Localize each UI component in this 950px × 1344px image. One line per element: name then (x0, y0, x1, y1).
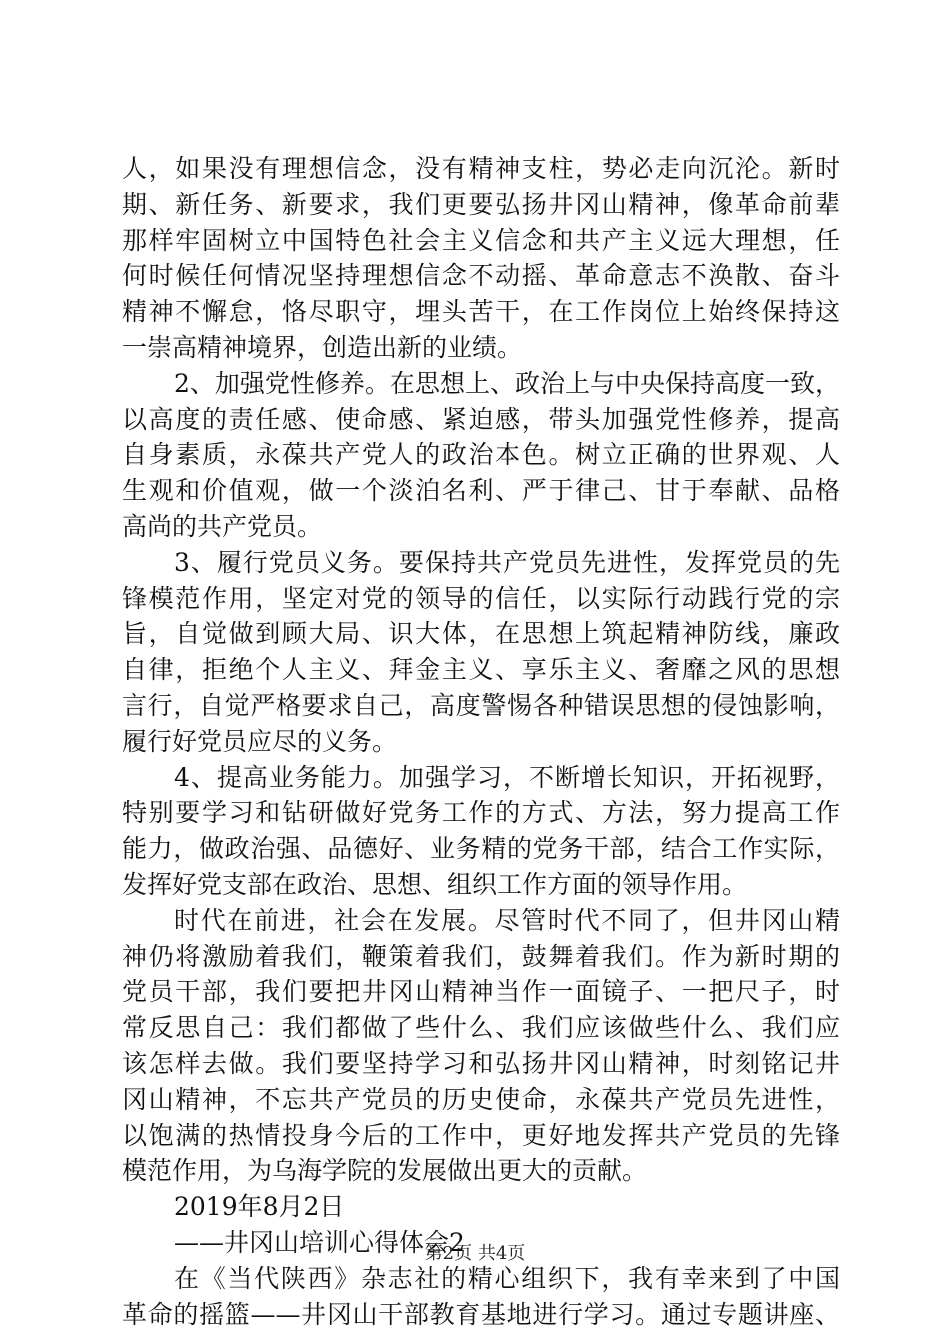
text-line: 言行，自觉严格要求自己，高度警惕各种错误思想的侵蚀影响， (122, 690, 840, 720)
text-line: 冈山精神，不忘共产党员的历史使命，永葆共产党员先进性， (122, 1084, 840, 1114)
text-line: 期、新任务、新要求，我们更要弘扬井冈山精神，像革命前辈 (122, 189, 840, 219)
paragraph-start: 2、加强党性修养。在思想上、政治上与中央保持高度一致， (174, 368, 840, 398)
body-text (122, 151, 840, 1332)
text-line: 履行好党员应尽的义务。 (122, 726, 398, 756)
text-line: 旨，自觉做到顾大局、识大体，在思想上筑起精神防线，廉政 (122, 619, 840, 649)
date-line: 2019年8月2日 (174, 1192, 345, 1222)
text-line: 该怎样去做。我们要坚持学习和弘扬井冈山精神，时刻铭记井 (122, 1048, 840, 1078)
text-line: 特别要学习和钻研做好党务工作的方式、方法，努力提高工作 (122, 798, 840, 828)
text-line: 神仍将激励着我们，鞭策着我们，鼓舞着我们。作为新时期的 (122, 941, 840, 971)
text-line: 以高度的责任感、使命感、紧迫感，带头加强党性修养，提高 (122, 404, 840, 434)
paragraph-start: 4、提高业务能力。加强学习，不断增长知识，开拓视野， (174, 762, 840, 792)
text-line: 精神不懈怠，恪尽职守，埋头苦干，在工作岗位上始终保持这 (122, 297, 840, 327)
text-line: 生观和价值观，做一个淡泊名利、严于律己、甘于奉献、品格 (122, 476, 840, 506)
paragraph-start: 时代在前进，社会在发展。尽管时代不同了，但井冈山精 (174, 905, 840, 935)
text-line: 模范作用，为乌海学院的发展做出更大的贡献。 (122, 1156, 648, 1186)
text-line: 自身素质，永葆共产党人的政治本色。树立正确的世界观、人 (122, 440, 840, 470)
text-line: 人，如果没有理想信念，没有精神支柱，势必走向沉沦。新时 (122, 154, 840, 183)
text-line: 何时候任何情况坚持理想信念不动摇、革命意志不涣散、奋斗 (122, 261, 840, 291)
text-line: 能力，做政治强、品德好、业务精的党务干部，结合工作实际， (122, 834, 840, 864)
text-line: 以饱满的热情投身今后的工作中，更好地发挥共产党员的先锋 (122, 1120, 840, 1150)
text-line: 那样牢固树立中国特色社会主义信念和共产主义远大理想，任 (122, 225, 840, 255)
paragraph-start: 3、履行党员义务。要保持共产党员先进性，发挥党员的先 (174, 547, 840, 577)
text-line: 常反思自己：我们都做了些什么、我们应该做些什么、我们应 (122, 1013, 840, 1043)
text-line: 革命的摇篮——井冈山干部教育基地进行学习。通过专题讲座、 (122, 1299, 840, 1329)
text-line: 党员干部，我们要把井冈山精神当作一面镜子、一把尺子，时 (122, 977, 840, 1007)
text-line: 自律，拒绝个人主义、拜金主义、享乐主义、奢靡之风的思想 (122, 655, 840, 685)
text-line: 锋模范作用，坚定对党的领导的信任，以实际行动践行党的宗 (122, 583, 840, 613)
text-line: 一崇高精神境界，创造出新的业绩。 (122, 332, 523, 362)
page-number: 第2页 共4页 (424, 1243, 526, 1264)
text-line: 发挥好党支部在政治、思想、组织工作方面的领导作用。 (122, 869, 748, 899)
text-line: 高尚的共产党员。 (122, 511, 323, 541)
section-title: ——井冈山培训心得体会2 (174, 1227, 465, 1257)
paragraph-start: 在《当代陕西》杂志社的精心组织下，我有幸来到了中国 (174, 1263, 840, 1293)
